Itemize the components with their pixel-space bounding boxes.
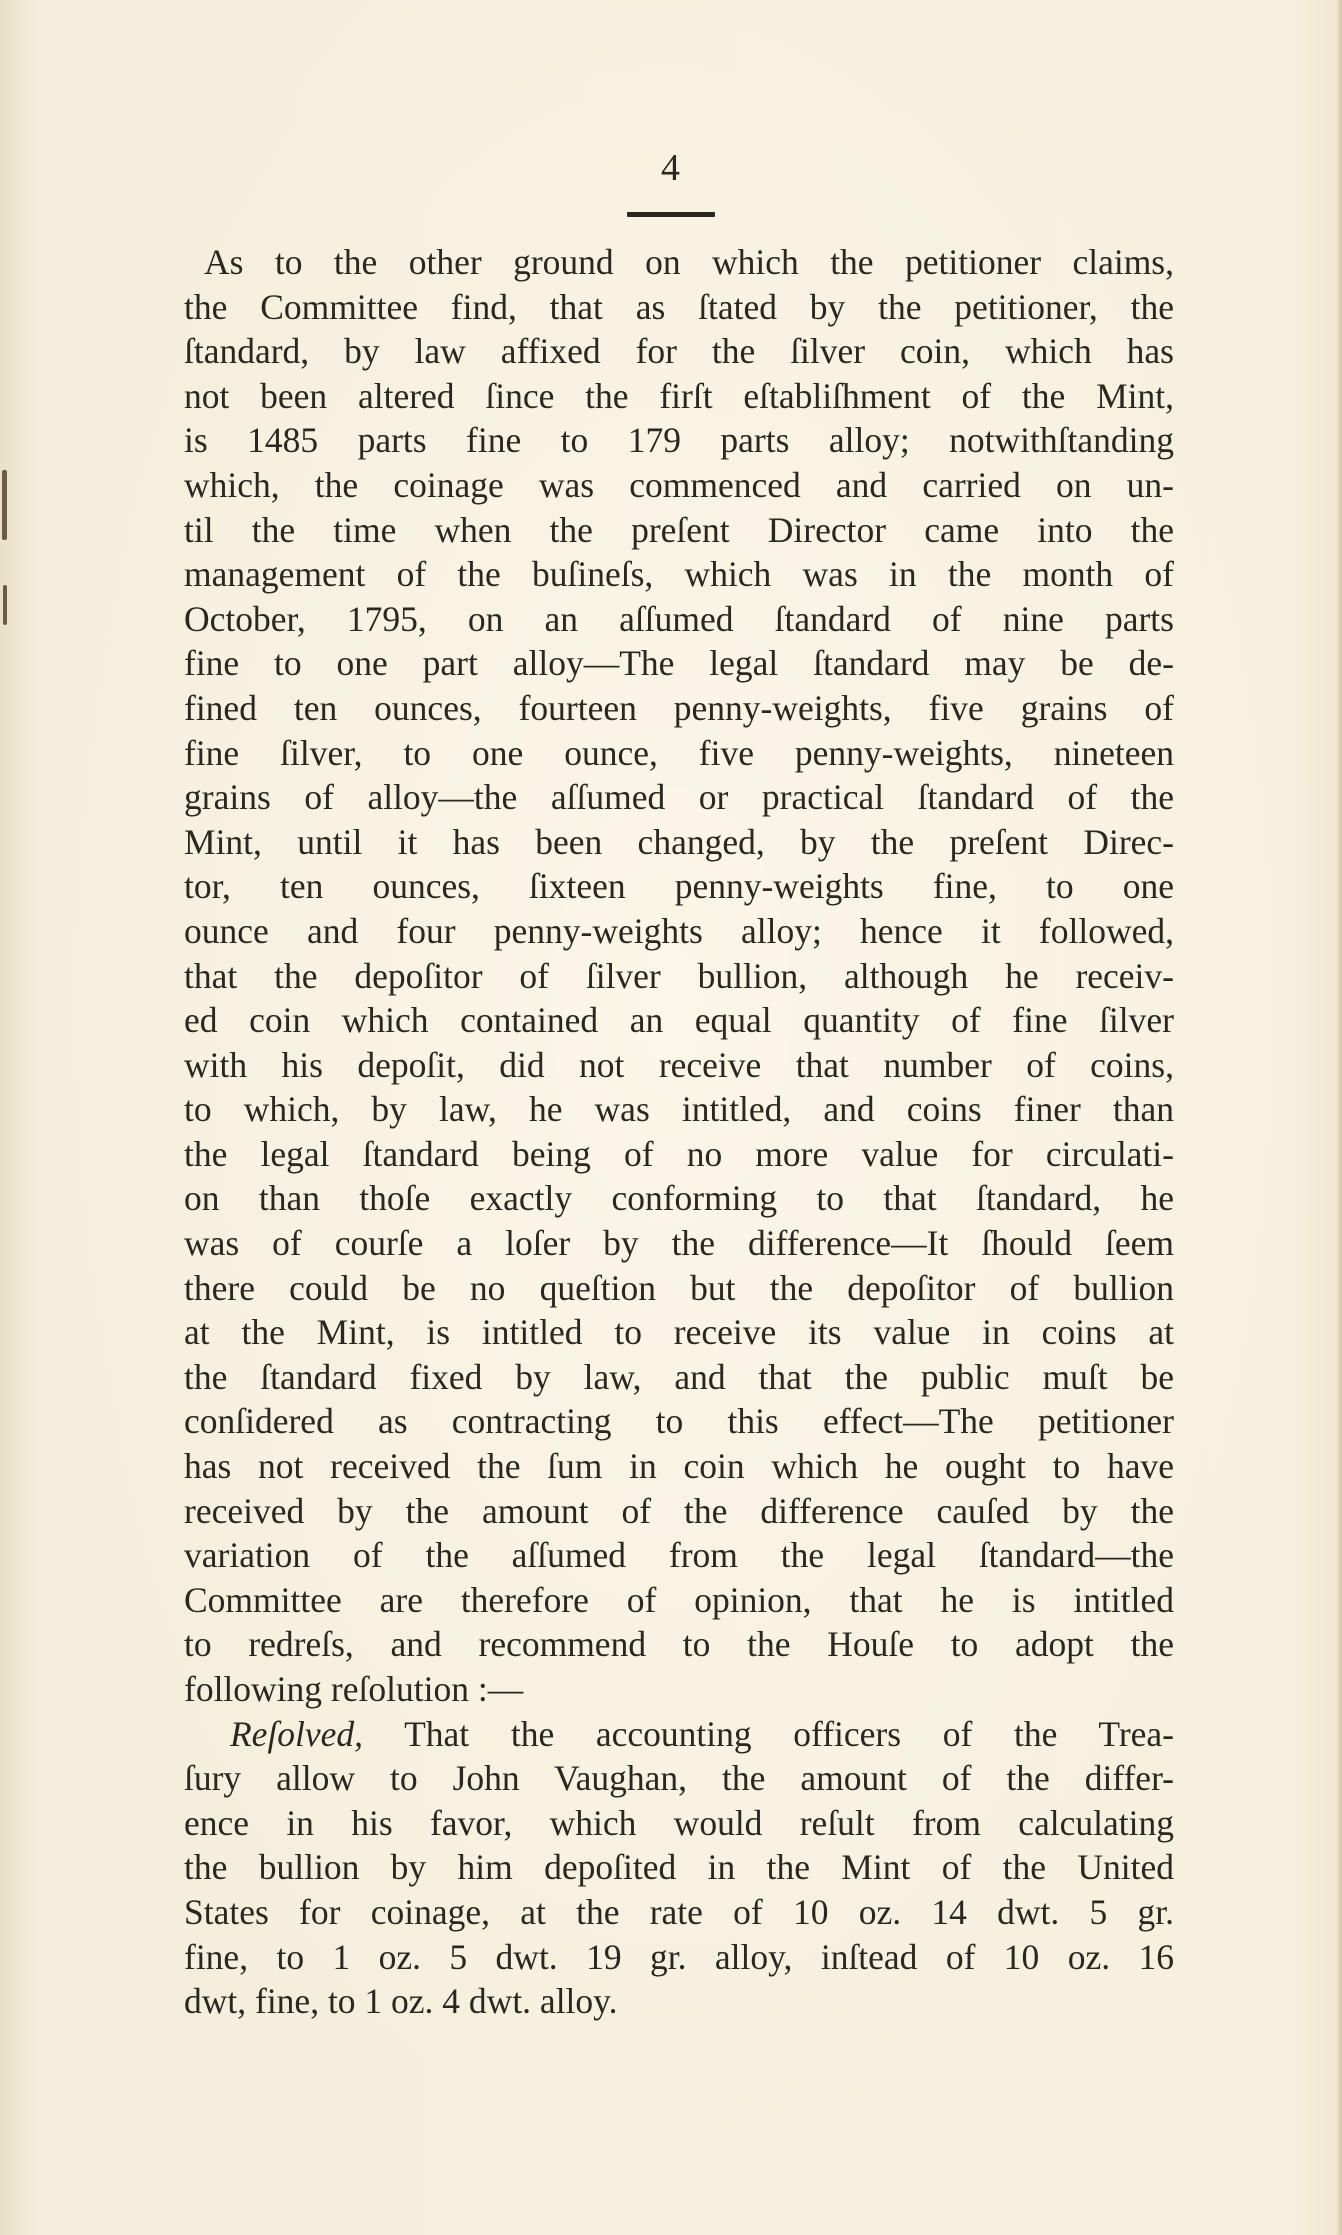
text-line: was of courſe a loſer by the difference—It ſhould ſeem: [184, 1223, 1174, 1264]
resolution-line: dwt, fine, to 1 oz. 4 dwt. alloy.: [184, 1981, 618, 2022]
resolution-first-rest: That the accounting officers of the Trea-: [363, 1713, 1174, 1754]
page-number: 4: [661, 147, 681, 189]
text-line: following reſolution :—: [184, 1669, 524, 1709]
text-line: Mint, until it has been changed, by the preſent Direc-: [184, 821, 1174, 862]
text-line: management of the buſineſs, which was in the month of: [184, 554, 1174, 595]
text-line: to which, by law, he was intitled, and coins finer than: [184, 1089, 1174, 1130]
text-line: grains of alloy—the aſſumed or practical ſtandard of the: [184, 777, 1174, 818]
text-line: conſidered as contracting to this effect—The petitioner: [184, 1401, 1174, 1442]
resolution-line: ſury allow to John Vaughan, the amount of the differ-: [184, 1758, 1174, 1799]
text-line: Committee are therefore of opinion, that he is intitled: [184, 1579, 1174, 1620]
resolution-first-line: [184, 1712, 1174, 1757]
text-line: fined ten ounces, fourteen penny-weights, five grains of: [184, 687, 1174, 728]
text-line: the Committee find, that as ſtated by the petitioner, the: [184, 286, 1174, 327]
text-line: October, 1795, on an aſſumed ſtandard of nine parts: [184, 598, 1174, 639]
text-line: is 1485 parts fine to 179 parts alloy; notwithſtanding: [184, 420, 1174, 461]
page-edge: [1336, 0, 1342, 2235]
text-line: at the Mint, is intitled to receive its value in coins at: [184, 1312, 1174, 1353]
text-line: on than thoſe exactly conforming to that ſtandard, he: [184, 1178, 1174, 1219]
text-line: there could be no queſtion but the depoſitor of bullion: [184, 1267, 1174, 1308]
resolution-line: States for coinage, at the rate of 10 oz. 14 dwt. 5 gr.: [184, 1891, 1174, 1932]
margin-mark: [3, 585, 7, 625]
text-line: ed coin which contained an equal quantity of fine ſilver: [184, 1000, 1174, 1041]
text-line: ſtandard, by law affixed for the ſilver coin, which has: [184, 331, 1174, 372]
resolution-lead: Reſolved,: [230, 1713, 364, 1754]
resolution-line: fine, to 1 oz. 5 dwt. 19 gr. alloy, inſtead of 10 oz. 16: [184, 1936, 1174, 1977]
text-line: As to the other ground on which the petitioner claims,: [204, 242, 1174, 282]
text-line: fine ſilver, to one ounce, five penny-weights, nineteen: [184, 732, 1174, 773]
header-rule: [627, 212, 715, 217]
resolution-line: the bullion by him depoſited in the Mint of the United: [184, 1847, 1174, 1888]
text-line: the legal ſtandard being of no more value for circulati-: [184, 1133, 1174, 1174]
text-line: the ſtandard fixed by law, and that the public muſt be: [184, 1356, 1174, 1397]
text-line: which, the coinage was commenced and carried on un-: [184, 464, 1174, 505]
text-line: tor, ten ounces, ſixteen penny-weights fine, to one: [184, 866, 1174, 907]
text-line: received by the amount of the difference cauſed by the: [184, 1490, 1174, 1531]
text-line: with his depoſit, did not receive that number of coins,: [184, 1044, 1174, 1085]
text-line: til the time when the preſent Director came into the: [184, 509, 1174, 550]
text-line: that the depoſitor of ſilver bullion, although he receiv-: [184, 955, 1174, 996]
text-line: variation of the aſſumed from the legal ſtandard—the: [184, 1535, 1174, 1576]
margin-mark: [2, 470, 7, 540]
resolution-line: ence in his favor, which would reſult from calculating: [184, 1802, 1174, 1843]
text-line: not been altered ſince the firſt eſtabliſhment of the Mint,: [184, 375, 1174, 416]
text-line: to redreſs, and recommend to the Houſe to adopt the: [184, 1624, 1174, 1665]
text-line: has not received the ſum in coin which he ought to have: [184, 1446, 1174, 1487]
text-line: fine to one part alloy—The legal ſtandard may be de-: [184, 643, 1174, 684]
text-line: ounce and four penny-weights alloy; hence it followed,: [184, 910, 1174, 951]
body-text: [184, 240, 1174, 2024]
